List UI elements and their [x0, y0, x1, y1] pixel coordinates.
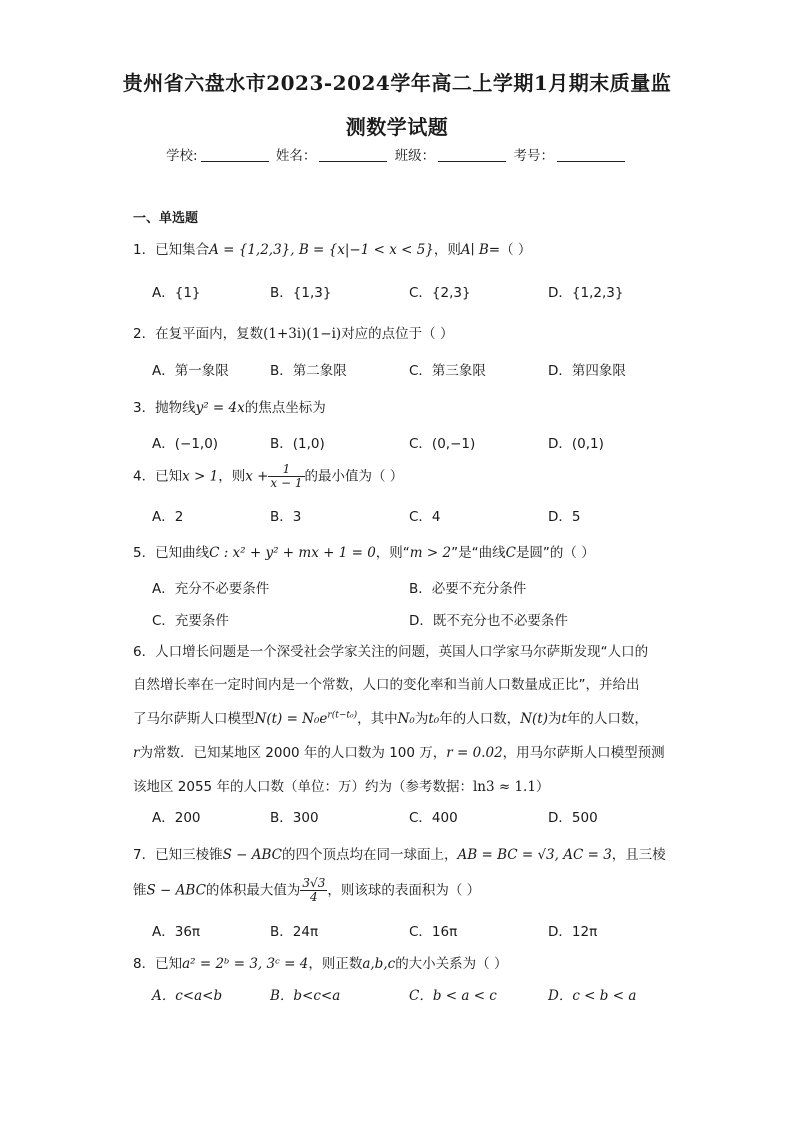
q3-end: 的焦点坐标为	[244, 400, 326, 416]
q3-option-d[interactable]: D．(0,1)	[548, 436, 604, 452]
q7-l2-b: 的体积最大值为	[205, 882, 301, 899]
q7-line-2	[133, 877, 673, 904]
q6-line-5	[133, 775, 673, 795]
q8-end: 的大小关系为（ ）	[395, 956, 508, 972]
q6-line-1: 6．人口增长问题是一个深受社会学家关注的问题，英国人口学家马尔萨斯发现“人口的	[133, 644, 649, 660]
q4-option-b[interactable]: B．3	[270, 509, 302, 525]
q6-option-c[interactable]: C．400	[409, 810, 458, 826]
q6-option-b[interactable]: B．300	[270, 810, 319, 826]
q6-line-4	[133, 741, 673, 761]
q5-option-c[interactable]: C．充要条件	[152, 613, 229, 629]
q1-option-b[interactable]: B．{1,3}	[270, 285, 332, 301]
q6-l5-text: 该地区 2055 年的人口数（单位：万）约为（参考数据：	[133, 779, 473, 795]
q4-fraction	[268, 463, 304, 490]
q6-l4-d: ，用马尔萨斯人口模型预测	[502, 745, 665, 761]
q4-end: 的最小值为（ ）	[304, 468, 404, 485]
q7-line-1	[133, 843, 673, 863]
q1-option-c[interactable]: C．{2,3}	[409, 285, 471, 301]
q6-l3-t: t	[561, 711, 567, 727]
q1-math-c: A∣ B	[460, 242, 489, 258]
name-blank[interactable]	[319, 147, 387, 162]
q6-l3-a: 了马尔萨斯人口模型	[133, 711, 255, 727]
q1-option-a[interactable]: A．{1}	[152, 285, 201, 301]
q6-l3-nt: N(t)	[520, 711, 548, 727]
q7-frac-numerator: 3√3	[302, 876, 326, 890]
q6-l5-end: ）	[535, 779, 550, 795]
q6-l4-r: r	[133, 745, 140, 761]
q5-option-b[interactable]: B．必要不充分条件	[409, 581, 527, 597]
q2-option-d[interactable]: D．第四象限	[548, 363, 626, 379]
q6-line-2: 自然增长率在一定时间内是一个常数，人口的变化率和当前人口数量成正比”，并给出	[133, 677, 640, 693]
q6-line-3	[133, 707, 673, 727]
school-blank[interactable]	[201, 147, 269, 162]
q2-end: 对应的点位于（ ）	[341, 326, 454, 342]
class-label: 班级：	[394, 148, 436, 164]
q3-stem: 3．抛物线	[133, 400, 196, 416]
q7-option-d[interactable]: D．12π	[548, 924, 598, 940]
q1-end: =（ ）	[488, 242, 532, 258]
q8-option-b[interactable]: B．b<c<a	[270, 988, 341, 1004]
q7-option-c[interactable]: C．16π	[409, 924, 458, 940]
q6-l5-math: ln3 ≈ 1.1	[472, 779, 536, 795]
q1-math-a: A = {1,2,3}	[209, 242, 291, 258]
q7-option-a[interactable]: A．36π	[152, 924, 201, 940]
q7-fraction	[300, 877, 327, 904]
id-label: 考号：	[513, 148, 554, 164]
q7-l1-b: 的四个顶点均在同一球面上，	[282, 847, 458, 863]
q5-option-d[interactable]: D．既不充分也不必要条件	[409, 613, 568, 629]
question-5	[133, 541, 595, 561]
exam-title-line2: 测数学试题	[345, 115, 449, 139]
q8-stem: 8．已知	[133, 956, 183, 972]
exam-title-line1: 贵州省六盘水市2023-2024学年高二上学期1月期末质量监	[122, 71, 672, 95]
q4-math-b: x +	[245, 468, 269, 485]
q6-l3-n0: N₀	[397, 711, 415, 727]
q7-l2-c: ，则该球的表面积为（ ）	[327, 882, 481, 899]
q7-l1-c: ，且三棱	[611, 847, 666, 863]
question-4	[133, 463, 403, 490]
q2-stem: 2．在复平面内，复数	[133, 326, 264, 342]
student-info-line	[0, 144, 794, 164]
section-heading: 一、单选题	[133, 211, 199, 226]
q7-l2-a: 锥	[133, 882, 147, 899]
q4-frac-numerator: 1	[268, 463, 304, 477]
q4-option-a[interactable]: A．2	[152, 509, 184, 525]
q7-l1-lengths: AB = BC = √3, AC = 3	[457, 847, 612, 863]
q6-option-d[interactable]: D．500	[548, 810, 598, 826]
q3-option-b[interactable]: B．(1,0)	[270, 436, 325, 452]
question-1	[133, 238, 531, 258]
q8-math-b: a,b,c	[362, 956, 396, 972]
q1-stem: 1．已知集合	[133, 242, 210, 258]
q6-l3-d: 为	[414, 711, 429, 727]
q8-mid: ，则正数	[308, 956, 363, 972]
q4-math-a: x > 1	[182, 468, 219, 485]
id-blank[interactable]	[557, 147, 625, 162]
q5-end: 是圆”的（ ）	[515, 545, 595, 561]
q2-option-b[interactable]: B．第二象限	[270, 363, 347, 379]
name-label: 姓名：	[275, 148, 317, 164]
q6-l3-t0: t₀	[428, 711, 440, 727]
q6-l3-j: 年的人口数，	[566, 711, 648, 727]
q6-l4-rvalue: r = 0.02	[446, 745, 503, 761]
q7-l1-pyramid: S − ABC	[222, 847, 282, 863]
q4-option-c[interactable]: C．4	[409, 509, 441, 525]
q4-option-d[interactable]: D．5	[548, 509, 581, 525]
q6-l4-b: 为常数．已知某地区 2000 年的人口数为 100 万，	[139, 745, 447, 761]
q7-frac-denominator: 4	[310, 890, 318, 905]
q5-math-c: C	[505, 545, 516, 561]
q2-option-a[interactable]: A．第一象限	[152, 363, 229, 379]
q7-option-b[interactable]: B．24π	[270, 924, 319, 940]
q7-l1-a: 7．已知三棱锥	[133, 847, 223, 863]
q5-option-a[interactable]: A．充分不必要条件	[152, 581, 270, 597]
q8-option-d[interactable]: D．c < b < a	[548, 988, 637, 1004]
q6-l3-b: ，其中	[357, 711, 398, 727]
q8-option-a[interactable]: A．c<a<b	[152, 988, 223, 1004]
q3-option-a[interactable]: A．(−1,0)	[152, 436, 219, 452]
question-2	[133, 322, 453, 342]
q1-math-b: , B = {x|−1 < x < 5}	[290, 242, 434, 258]
q2-option-c[interactable]: C．第三象限	[409, 363, 486, 379]
q5-math-b: m > 2	[409, 545, 452, 561]
q8-option-c[interactable]: C．b < a < c	[409, 988, 497, 1004]
q6-l3-h: 为	[547, 711, 562, 727]
q3-math: y² = 4x	[195, 400, 245, 416]
q2-math: (1+3i)(1−i)	[263, 326, 342, 342]
q6-option-a[interactable]: A．200	[152, 810, 201, 826]
q4-frac-denominator: x − 1	[270, 476, 303, 491]
q5-stem: 5．已知曲线	[133, 545, 210, 561]
q4-mid: ，则	[218, 468, 246, 485]
q5-mid: ，则“	[375, 545, 410, 561]
q6-model-exponent: r(t−t₀)	[327, 710, 358, 721]
q1-tail: ，则	[433, 242, 461, 258]
question-3	[133, 396, 326, 416]
question-8	[133, 952, 507, 972]
q8-math-a: a² = 2ᵇ = 3, 3ᶜ = 4	[182, 956, 309, 972]
q6-model-formula: N(t) = N₀e	[254, 711, 328, 727]
school-label: 学校:	[166, 148, 198, 164]
q6-l3-f: 年的人口数，	[439, 711, 521, 727]
q7-l2-pyramid: S − ABC	[146, 882, 206, 899]
q1-option-d[interactable]: D．{1,2,3}	[548, 285, 624, 301]
q3-option-c[interactable]: C．(0,−1)	[409, 436, 476, 452]
q4-stem: 4．已知	[133, 468, 183, 485]
class-blank[interactable]	[438, 147, 506, 162]
q5-mid2: ”是“曲线	[451, 545, 506, 561]
q5-math-a: C : x² + y² + mx + 1 = 0	[209, 545, 376, 561]
